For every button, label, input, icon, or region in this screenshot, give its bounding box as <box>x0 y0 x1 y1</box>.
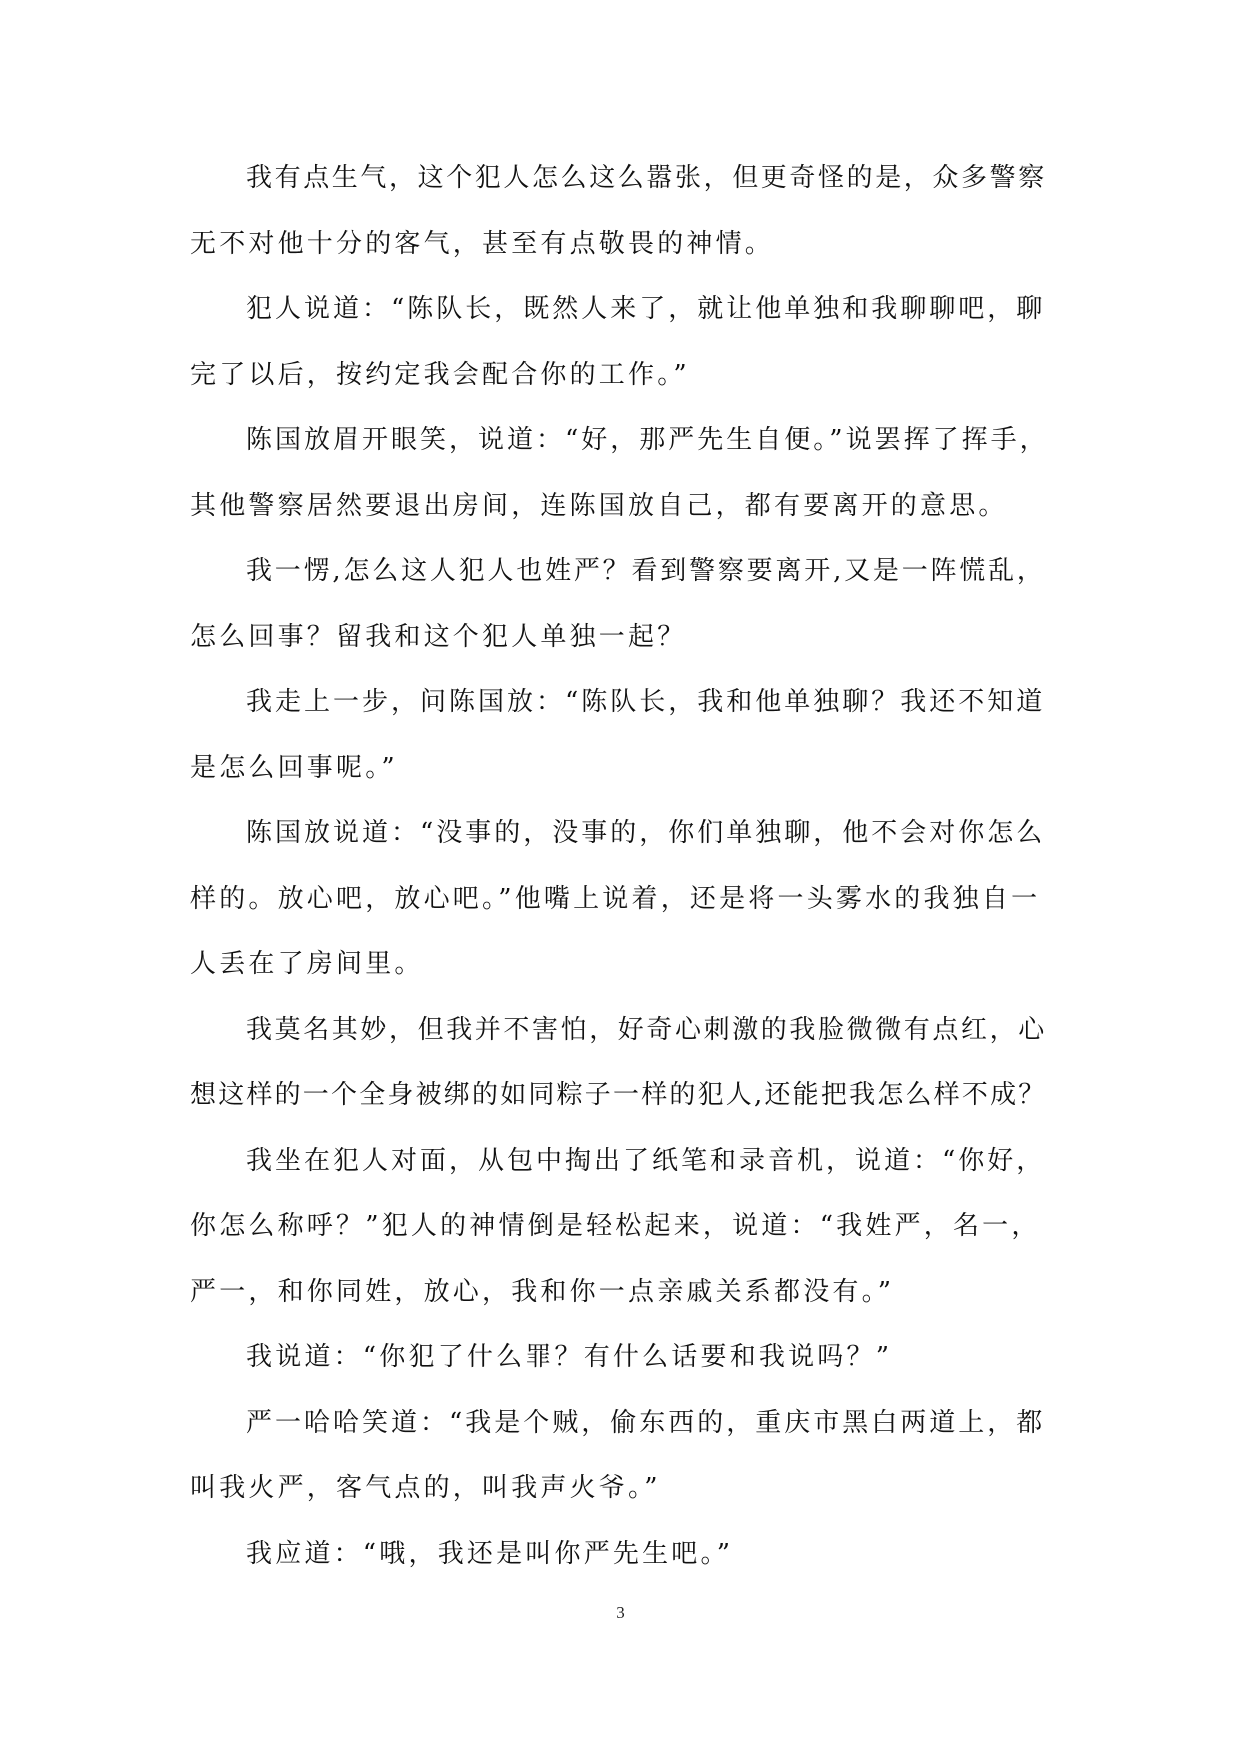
text-line: 严一哈哈笑道：“我是个贼，偷东西的，重庆市黑白两道上，都 <box>246 1407 1046 1438</box>
text-line: 陈国放说道：“没事的，没事的，你们单独聊，他不会对你怎么 <box>246 818 1046 848</box>
text-line: 我莫名其妙，但我并不害怕，好奇心刺激的我脸微微有点红，心 <box>246 1014 1047 1045</box>
text-line: 想这样的一个全身被绑的如同粽子一样的犯人,还能把我怎么样不成？ <box>190 1080 1047 1110</box>
text-line: 我应道：“哦，我还是叫你严先生吧。” <box>246 1538 734 1569</box>
text-line: 你怎么称呼？”犯人的神情倒是轻松起来，说道：“我姓严，名一， <box>190 1211 1041 1241</box>
text-line: 严一，和你同姓，放心，我和你一点亲戚关系都没有。” <box>190 1276 895 1307</box>
text-line: 陈国放眉开眼笑，说道：“好，那严先生自便。”说罢挥了挥手， <box>246 425 1049 455</box>
text-line: 我说道：“你犯了什么罪？有什么话要和我说吗？” <box>246 1342 893 1372</box>
text-line: 叫我火严，客气点的，叫我声火爷。” <box>190 1473 661 1503</box>
text-line: 犯人说道：“陈队长，既然人来了，就让他单独和我聊聊吧，聊 <box>246 294 1046 324</box>
text-line: 完了以后，按约定我会配合你的工作。” <box>190 359 690 390</box>
text-line: 怎么回事？留我和这个犯人单独一起？ <box>190 621 687 652</box>
text-line: 是怎么回事呢。” <box>190 752 398 783</box>
text-line: 我有点生气，这个犯人怎么这么嚣张，但更奇怪的是，众多警察 <box>246 163 1047 193</box>
body-text <box>190 160 1050 1601</box>
text-line: 无不对他十分的客气，甚至有点敬畏的神情。 <box>190 228 775 259</box>
text-line: 其他警察居然要退出房间，连陈国放自己，都有要离开的意思。 <box>190 490 1008 521</box>
text-line: 我一愣,怎么这人犯人也姓严？看到警察要离开,又是一阵慌乱， <box>246 556 1046 586</box>
text-line: 人丢在了房间里。 <box>190 949 424 979</box>
text-line: 我走上一步，问陈国放：“陈队长，我和他单独聊？我还不知道 <box>246 687 1046 717</box>
text-line: 样的。放心吧，放心吧。”他嘴上说着，还是将一头雾水的我独自一 <box>190 883 1041 914</box>
page-number: 3 <box>616 1603 625 1622</box>
text-line: 我坐在犯人对面，从包中掏出了纸笔和录音机，说道：“你好， <box>246 1145 1046 1176</box>
